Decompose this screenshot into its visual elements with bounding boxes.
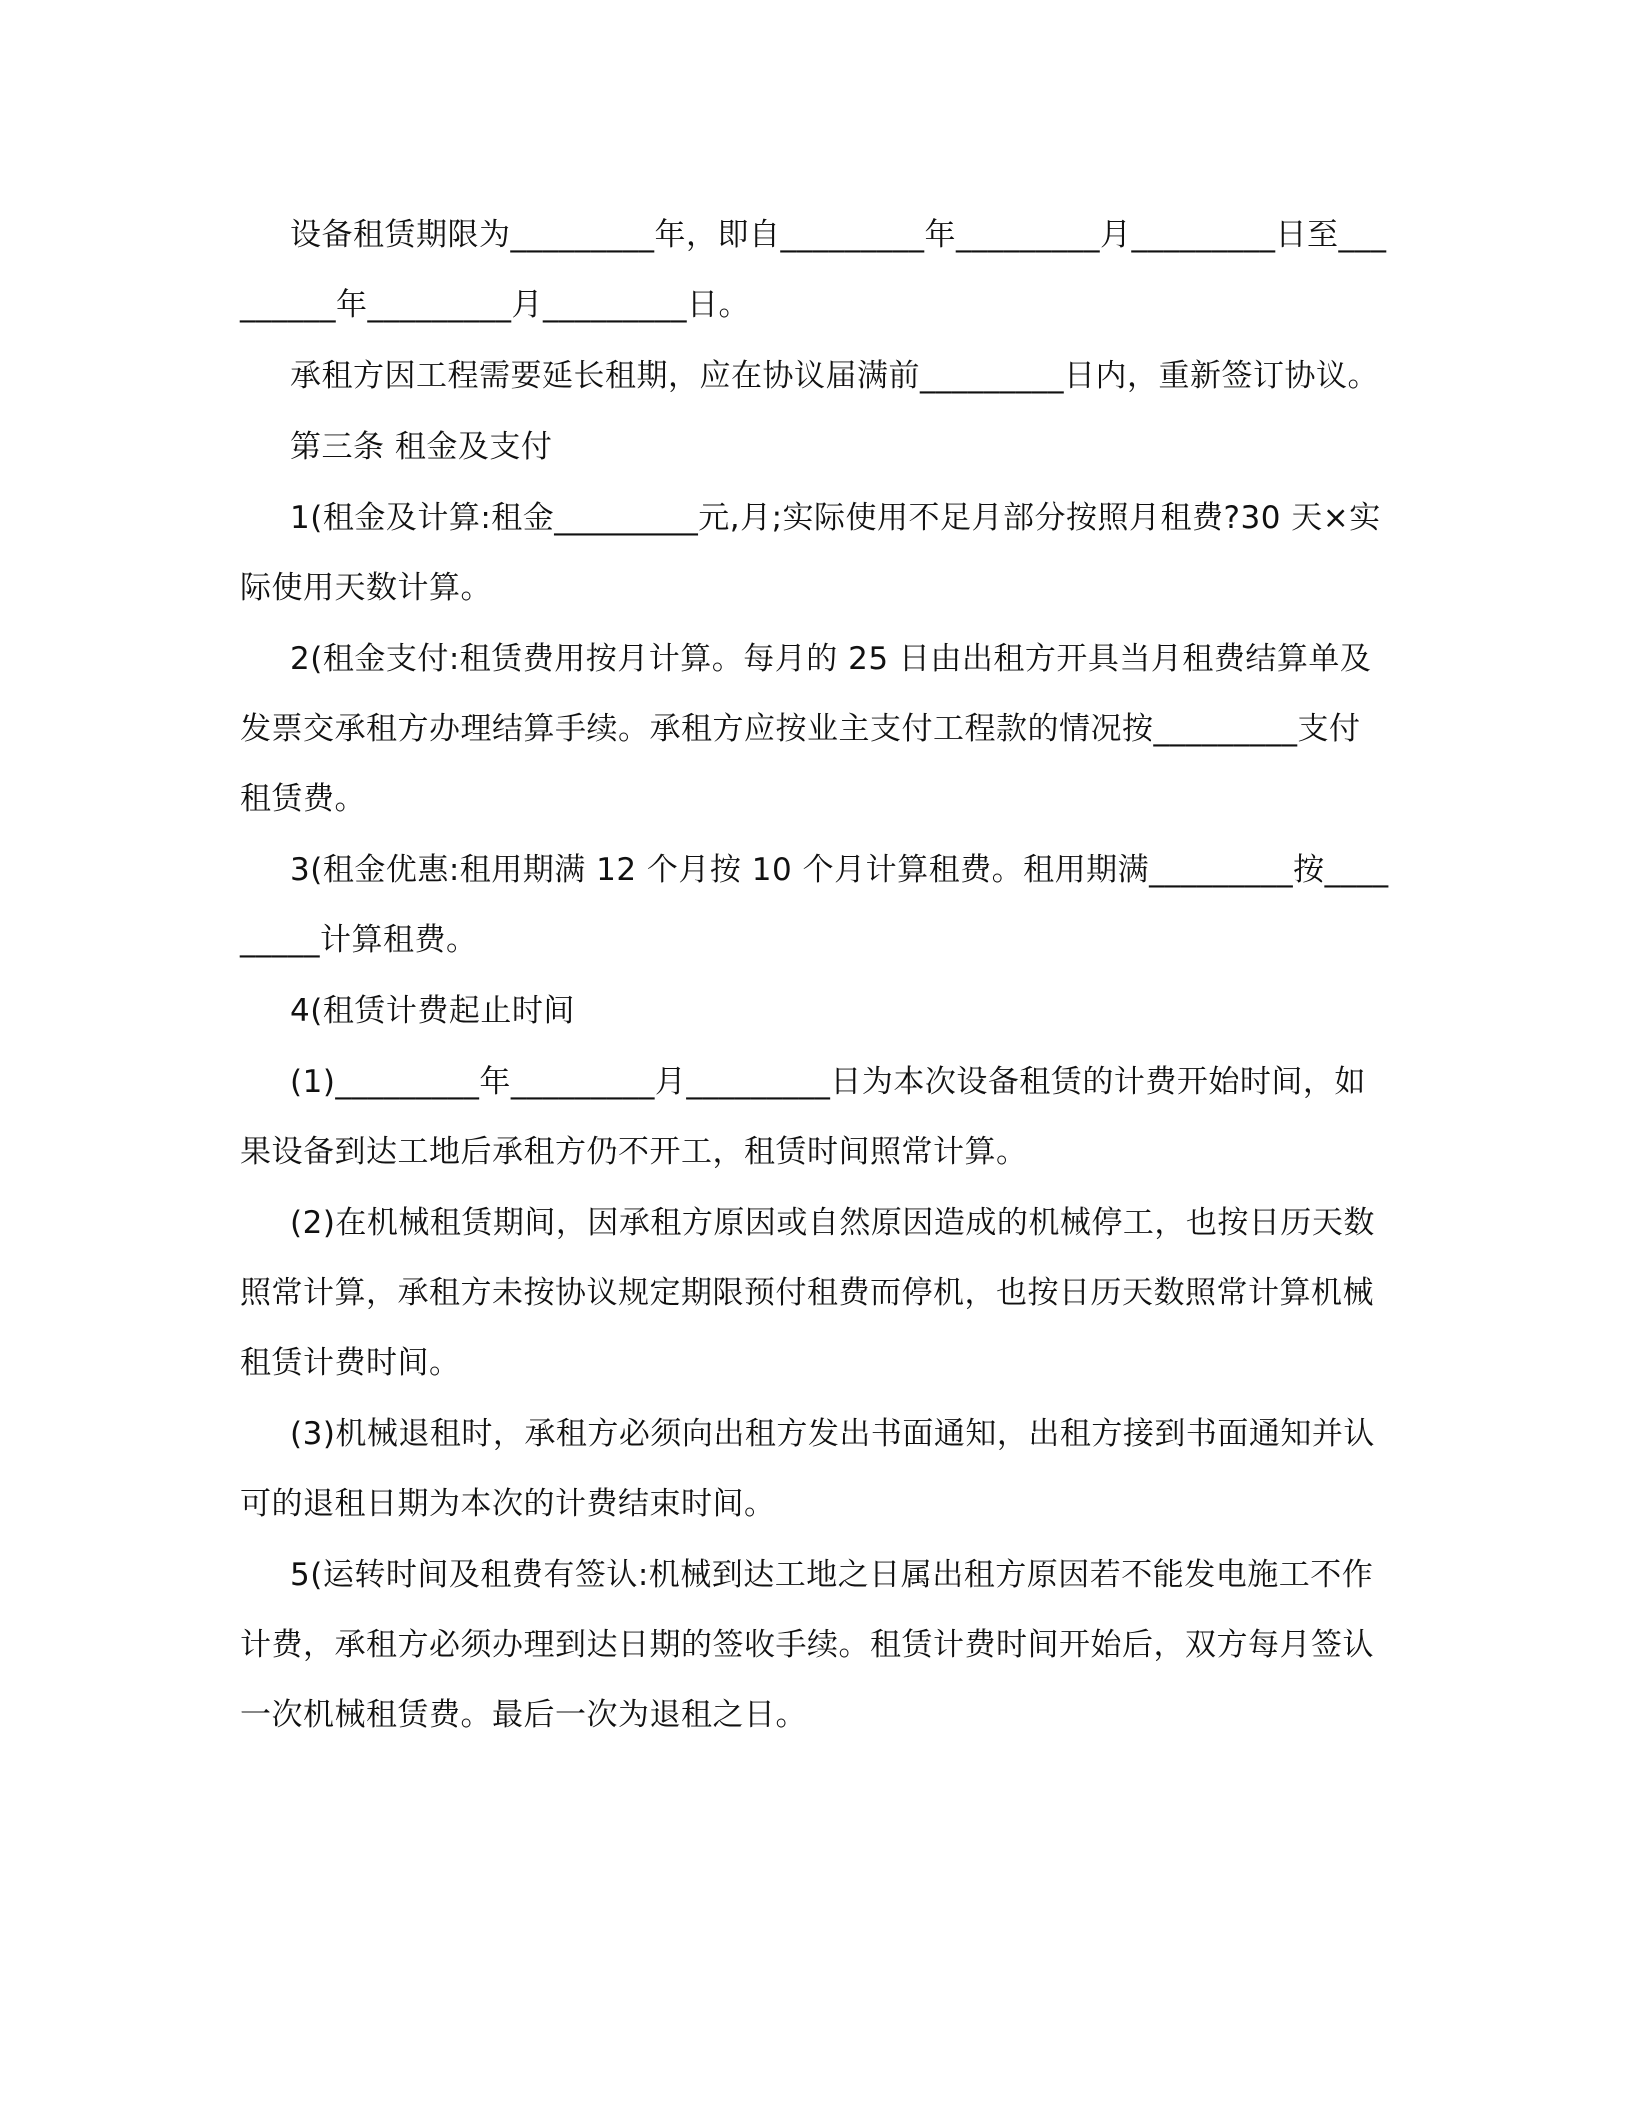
section-heading-article-3: 第三条 租金及支付	[290, 429, 553, 465]
paragraph-rent-calculation: 1(租金及计算:租金_________元,月;实际使用不足月部分按照月租费?30 天×实际使用天数计算。	[240, 500, 1381, 606]
paragraph-rent-payment: 2(租金支付:租赁费用按月计算。每月的 25 日由出租方开具当月租费结算单及发票交承租方办理结算手续。承租方应按业主支付工程款的情况按_________支付租赁费。	[240, 641, 1372, 817]
paragraph-rent-discount: 3(租金优惠:租用期满 12 个月按 10 个月计算租费。租用期满_________按_________计算租费。	[240, 852, 1389, 958]
paragraph-operation-time: 5(运转时间及租费有签认:机械到达工地之日属出租方原因若不能发电施工不作计费，承租方必须办理到达日期的签收手续。租赁计费时间开始后，双方每月签认一次机械租赁费。最后一次为退租之日。	[240, 1557, 1374, 1733]
paragraph-billing-start: (1)_________年_________月_________日为本次设备租赁的计费开始时间，如果设备到达工地后承租方仍不开工，租赁时间照常计算。	[240, 1064, 1366, 1170]
document-page	[240, 200, 1390, 1751]
paragraph-billing-end: (3)机械退租时，承租方必须向出租方发出书面通知，出租方接到书面通知并认可的退租日期为本次的计费结束时间。	[240, 1416, 1375, 1522]
paragraph-lease-extension: 承租方因工程需要延长租期，应在协议届满前_________日内，重新签订协议。	[290, 358, 1379, 394]
paragraph-lease-term: 设备租赁期限为_________年，即自_________年_________月_________日至_________年_________月_________日。	[240, 217, 1387, 323]
paragraph-billing-downtime: (2)在机械租赁期间，因承租方原因或自然原因造成的机械停工，也按日历天数照常计算，承租方未按协议规定期限预付租费而停机，也按日历天数照常计算机械租赁计费时间。	[240, 1205, 1375, 1381]
paragraph-billing-period-heading: 4(租赁计费起止时间	[290, 993, 575, 1029]
